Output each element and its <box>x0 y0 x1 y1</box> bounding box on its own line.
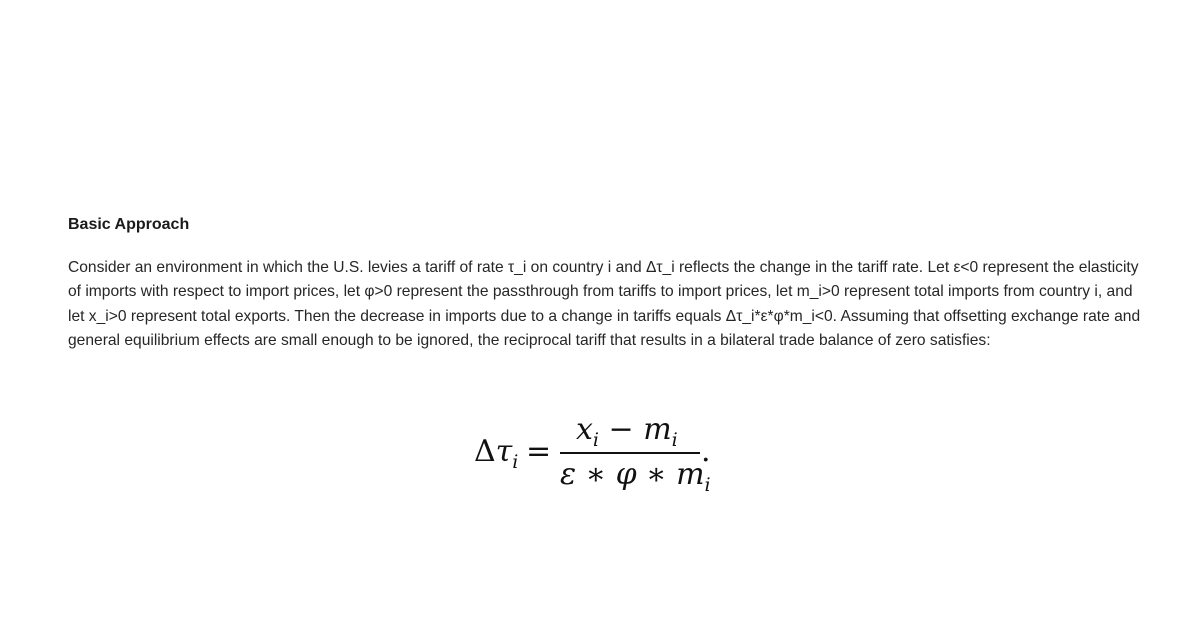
formula-tau-subscript: i <box>512 451 519 473</box>
section-heading: Basic Approach <box>68 216 190 233</box>
formula-period: . <box>701 434 711 469</box>
denominator-op-1: ∗ <box>576 457 616 492</box>
denominator-m-subscript: i <box>704 474 711 496</box>
denominator-op-2: ∗ <box>636 457 677 492</box>
formula-numerator <box>576 412 678 451</box>
reciprocal-tariff-formula <box>472 412 732 502</box>
numerator-x-subscript: i <box>592 429 599 451</box>
formula-tau: τ <box>495 434 513 469</box>
numerator-minus: − <box>599 412 644 447</box>
numerator-m-subscript: i <box>671 429 678 451</box>
denominator-phi: φ <box>615 457 637 492</box>
formula-equals-sign: = <box>526 434 552 469</box>
formula-lhs <box>474 434 518 473</box>
body-paragraph: Consider an environment in which the U.S. levies a tariff of rate τ_i on country i and Δτ_i reflects the change in the tariff rate. Let ε<0 represent the elasticity of imports with respect to import prices, let φ>0 represent the passthrough from tariffs to import prices, let m_i>0 represent total imports from country i, and let x_i>0 represent total exports. Then the decrease in imports due to a change in tariffs equals Δτ_i*ε*φ*m_i<0. Assuming that offsetting exchange rate and general equilibrium effects are small enough to be ignored, the reciprocal tariff that results in a bilateral trade balance of zero satisfies: <box>68 259 1141 349</box>
denominator-m: m <box>676 457 705 492</box>
numerator-m: m <box>643 412 672 447</box>
formula-delta: Δ <box>474 434 496 469</box>
numerator-x: x <box>576 412 593 447</box>
formula-denominator <box>560 457 711 496</box>
fraction-bar <box>560 452 700 454</box>
denominator-epsilon: ε <box>560 457 577 492</box>
